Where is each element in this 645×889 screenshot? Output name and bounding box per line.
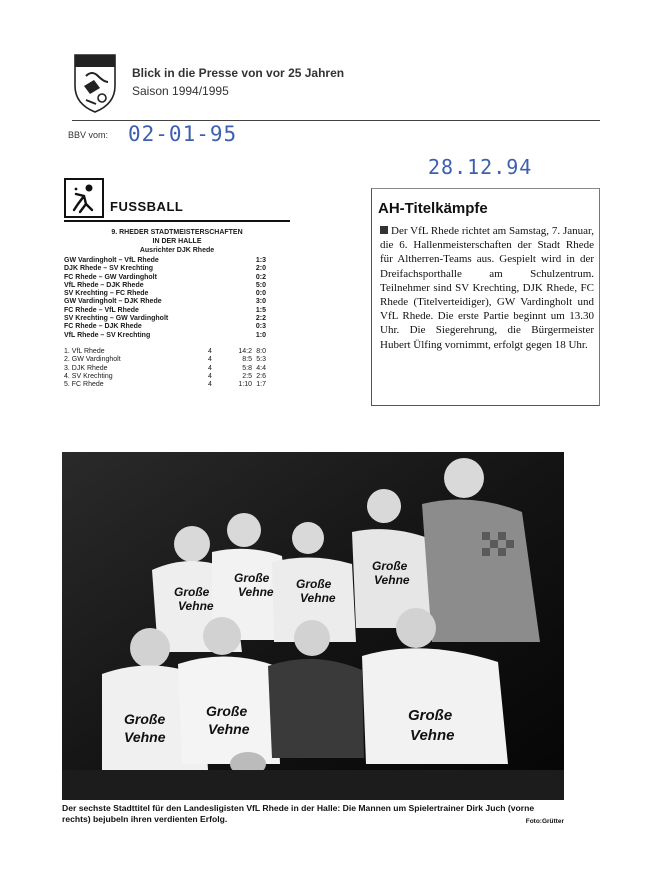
standing-points: 1:7 xyxy=(256,381,266,389)
margin-date: 28.12.94 xyxy=(428,155,533,179)
section-divider xyxy=(64,220,290,222)
match-pairing: GW Vardingholt – DJK Rhede xyxy=(64,298,162,306)
table-row xyxy=(64,381,290,389)
table-row xyxy=(64,348,290,356)
standing-team: 2. GW Vardingholt xyxy=(64,356,121,364)
match-score: 1:0 xyxy=(255,331,266,339)
match-score: 0:2 xyxy=(255,273,266,281)
shirt-sponsor-text: Vehne xyxy=(178,599,214,613)
standing-goals: 2:5 xyxy=(242,372,252,380)
standing-points: 5:3 xyxy=(256,356,266,364)
standing-team: 4. SV Krechting xyxy=(64,372,113,380)
standing-points: 2:6 xyxy=(256,372,266,380)
standing-team: 1. VfL Rhede xyxy=(64,348,105,355)
results-heading: 9. RHEDER STADTMEISTERSCHAFTEN xyxy=(111,229,243,236)
match-pairing: DJK Rhede – SV Krechting xyxy=(64,265,154,273)
match-row xyxy=(64,257,290,265)
standing-goals: 5:8 xyxy=(242,364,252,372)
standing-games: 4 xyxy=(208,364,212,372)
table-row xyxy=(64,365,290,373)
photo-caption: Der sechste Stadttitel für den Landesligisten VfL Rhede in der Halle: Die Mannen um Spielertrainer Dirk Juch (vorne rechts) bejubeln ihren verdienten Erfolg. xyxy=(62,803,535,824)
standing-games: 4 xyxy=(208,356,212,364)
match-score: 2:0 xyxy=(255,265,266,273)
shirt-sponsor-text: Vehne xyxy=(238,585,274,599)
shirt-sponsor-text: Große xyxy=(296,577,332,591)
match-pairing: FC Rhede – VfL Rhede xyxy=(64,306,139,314)
section-title-fussball: FUSSBALL xyxy=(110,199,184,214)
standing-goals: 8:5 xyxy=(242,356,252,364)
match-score: 2:2 xyxy=(255,315,266,323)
shirt-sponsor-text: Große xyxy=(206,703,248,719)
match-row xyxy=(64,332,290,340)
match-row xyxy=(64,290,290,298)
match-pairing: SV Krechting – GW Vardingholt xyxy=(64,315,169,323)
shirt-sponsor-text: Große xyxy=(174,585,210,599)
table-row xyxy=(64,373,290,381)
results-heading: IN DER HALLE xyxy=(152,238,202,245)
standing-games: 4 xyxy=(208,381,212,389)
standing-points: 8:0 xyxy=(256,348,266,355)
source-label: BBV vom: xyxy=(68,130,109,140)
match-row xyxy=(64,323,290,331)
article-headline: AH-Titelkämpfe xyxy=(378,200,488,217)
match-row xyxy=(64,298,290,306)
shirt-sponsor-text: Große xyxy=(372,559,408,573)
photo-credit: Foto:Grütter xyxy=(525,818,564,825)
match-score: 1:3 xyxy=(255,257,266,264)
standing-games: 4 xyxy=(208,348,212,355)
shirt-sponsor-text: Vehne xyxy=(300,591,336,605)
table-row xyxy=(64,356,290,364)
match-pairing: SV Krechting – FC Rhede xyxy=(64,290,149,298)
standing-team: 3. DJK Rhede xyxy=(64,364,108,372)
match-score: 3:0 xyxy=(255,298,266,306)
standing-games: 4 xyxy=(208,372,212,380)
match-row xyxy=(64,265,290,273)
club-logo xyxy=(72,52,118,114)
page-title: Blick in die Presse von vor 25 Jahren xyxy=(132,66,345,80)
match-score: 0:0 xyxy=(255,290,266,298)
match-score: 0:3 xyxy=(255,323,266,331)
shirt-sponsor-text: Vehne xyxy=(374,573,410,587)
standing-goals: 1:10 xyxy=(238,381,252,389)
standings-table xyxy=(64,348,290,389)
match-pairing: VfL Rhede – SV Krechting xyxy=(64,331,151,339)
shirt-sponsor-text: Große xyxy=(408,707,453,724)
bullet-square-icon xyxy=(380,226,388,234)
match-score: 1:5 xyxy=(255,306,266,314)
season-subtitle: Saison 1994/1995 xyxy=(132,84,229,98)
match-pairing: GW Vardingholt – VfL Rhede xyxy=(64,257,159,264)
match-score: 5:0 xyxy=(255,281,266,289)
match-row xyxy=(64,274,290,282)
match-row xyxy=(64,282,290,290)
football-icon xyxy=(64,178,104,218)
match-pairing: VfL Rhede – DJK Rhede xyxy=(64,281,144,289)
standing-points: 4:4 xyxy=(256,364,266,372)
shirt-sponsor-text: Große xyxy=(124,711,166,727)
match-pairing: FC Rhede – GW Vardingholt xyxy=(64,273,157,281)
match-row xyxy=(64,307,290,315)
match-results xyxy=(64,257,290,340)
results-heading: Ausrichter DJK Rhede xyxy=(139,247,215,254)
shirt-sponsor-text: Vehne xyxy=(208,721,250,737)
article-text: Der VfL Rhede richtet am Samstag, 7. Januar, die 6. Hallenmeisterschaften der Stadt Rhede für Altherren-Teams aus. Gespielt wird in der Dreifachsporthalle am Schulzentrum. Teilnehmer sind SV Krechting, DJK Rhede, FC Rhede (Titelverteidiger), GW Vardingholt und VfL Rhede. Die erste Partie beginnt um 13.30 Uhr. Die Siegerehrung, die Bürgermeister Hubert Ülfing vornimmt, erfolgt gegen 18 Uhr. xyxy=(380,225,594,351)
handwritten-date: 02-01-95 xyxy=(128,122,238,146)
shirt-sponsor-text: Große xyxy=(234,571,270,585)
match-row xyxy=(64,315,290,323)
standing-team: 5. FC Rhede xyxy=(64,381,104,389)
header-divider xyxy=(72,120,600,121)
shirt-sponsor-text: Vehne xyxy=(124,729,166,745)
standing-goals: 14:2 xyxy=(238,348,252,355)
team-photo xyxy=(62,452,564,800)
match-pairing: FC Rhede – DJK Rhede xyxy=(64,323,142,331)
shirt-sponsor-text: Vehne xyxy=(410,727,455,744)
article-body xyxy=(380,224,594,352)
